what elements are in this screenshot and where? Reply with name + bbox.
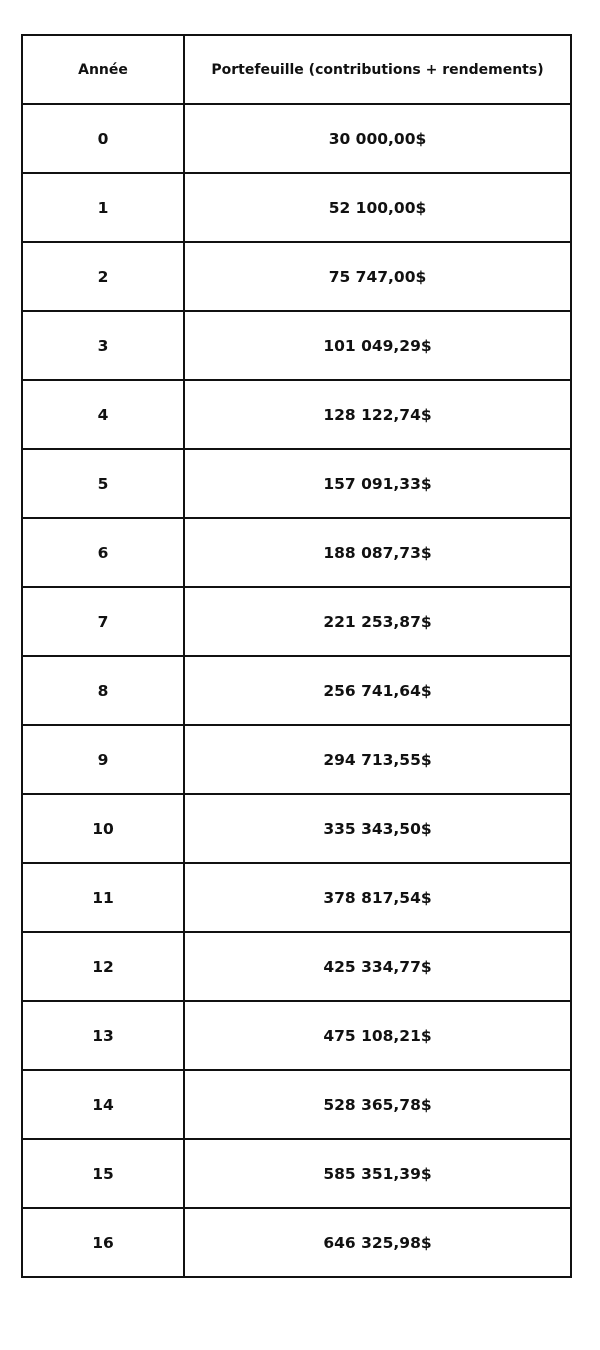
table-row bbox=[22, 380, 571, 449]
table-row bbox=[22, 1139, 571, 1208]
table-row bbox=[22, 518, 571, 587]
table-row bbox=[22, 656, 571, 725]
header-year: Année bbox=[22, 35, 184, 104]
cell-year: 15 bbox=[22, 1139, 184, 1208]
cell-year: 13 bbox=[22, 1001, 184, 1070]
table-row bbox=[22, 1001, 571, 1070]
table-header-row bbox=[22, 35, 571, 104]
table-row bbox=[22, 1208, 571, 1277]
cell-portfolio-value: 101 049,29$ bbox=[184, 311, 571, 380]
cell-year: 3 bbox=[22, 311, 184, 380]
cell-portfolio-value: 75 747,00$ bbox=[184, 242, 571, 311]
cell-year: 0 bbox=[22, 104, 184, 173]
table-row bbox=[22, 104, 571, 173]
table-row bbox=[22, 311, 571, 380]
table-row bbox=[22, 587, 571, 656]
cell-portfolio-value: 294 713,55$ bbox=[184, 725, 571, 794]
cell-portfolio-value: 378 817,54$ bbox=[184, 863, 571, 932]
cell-year: 8 bbox=[22, 656, 184, 725]
cell-portfolio-value: 52 100,00$ bbox=[184, 173, 571, 242]
cell-portfolio-value: 475 108,21$ bbox=[184, 1001, 571, 1070]
cell-portfolio-value: 528 365,78$ bbox=[184, 1070, 571, 1139]
table-row bbox=[22, 863, 571, 932]
table-row bbox=[22, 173, 571, 242]
header-portfolio: Portefeuille (contributions + rendements) bbox=[184, 35, 571, 104]
table-row bbox=[22, 932, 571, 1001]
cell-year: 6 bbox=[22, 518, 184, 587]
cell-portfolio-value: 646 325,98$ bbox=[184, 1208, 571, 1277]
table-row bbox=[22, 1070, 571, 1139]
cell-year: 2 bbox=[22, 242, 184, 311]
cell-year: 7 bbox=[22, 587, 184, 656]
cell-year: 9 bbox=[22, 725, 184, 794]
table-row bbox=[22, 449, 571, 518]
table-row bbox=[22, 725, 571, 794]
cell-portfolio-value: 256 741,64$ bbox=[184, 656, 571, 725]
cell-portfolio-value: 30 000,00$ bbox=[184, 104, 571, 173]
cell-portfolio-value: 128 122,74$ bbox=[184, 380, 571, 449]
portfolio-growth-table bbox=[21, 34, 572, 1278]
cell-year: 5 bbox=[22, 449, 184, 518]
cell-year: 4 bbox=[22, 380, 184, 449]
cell-year: 16 bbox=[22, 1208, 184, 1277]
cell-portfolio-value: 188 087,73$ bbox=[184, 518, 571, 587]
cell-portfolio-value: 221 253,87$ bbox=[184, 587, 571, 656]
table-body bbox=[22, 104, 571, 1277]
table-row bbox=[22, 242, 571, 311]
cell-portfolio-value: 425 334,77$ bbox=[184, 932, 571, 1001]
cell-year: 10 bbox=[22, 794, 184, 863]
cell-year: 1 bbox=[22, 173, 184, 242]
cell-portfolio-value: 157 091,33$ bbox=[184, 449, 571, 518]
cell-portfolio-value: 335 343,50$ bbox=[184, 794, 571, 863]
cell-year: 12 bbox=[22, 932, 184, 1001]
cell-year: 14 bbox=[22, 1070, 184, 1139]
cell-portfolio-value: 585 351,39$ bbox=[184, 1139, 571, 1208]
table-row bbox=[22, 794, 571, 863]
cell-year: 11 bbox=[22, 863, 184, 932]
